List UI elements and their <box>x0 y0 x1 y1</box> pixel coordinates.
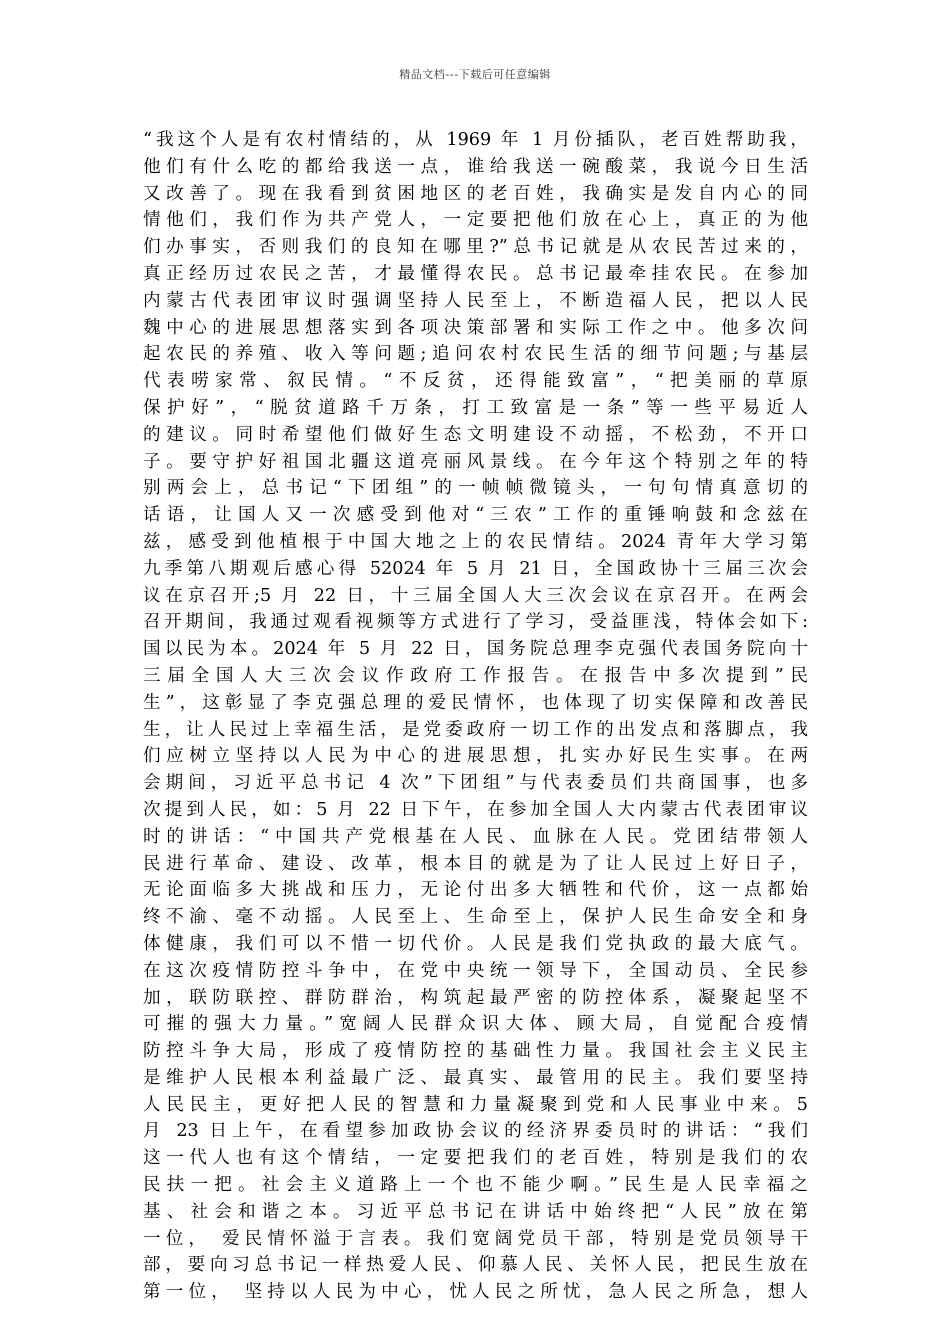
text-line: 体健康，我们可以不惜一切代价。人民是我们党执政的最大底气。 <box>143 933 808 954</box>
text-line: 是维护人民根本利益最广泛、最真实、最管用的民主。我们要坚持 <box>143 1067 808 1088</box>
text-line: 国以民为本。2024 年 5 月 22 日，国务院总理李克强代表国务院向十 <box>143 639 808 660</box>
text-line: 加，联防联控、群防群治，构筑起最严密的防控体系，凝聚起坚不 <box>143 987 808 1008</box>
page-header: 精品文档---下载后可任意编辑 <box>399 68 551 81</box>
text-line: 月 23 日上午，在看望参加政协会议的经济界委员时的讲话：“我们 <box>143 1121 808 1142</box>
text-line: 生”，这彰显了李克强总理的爱民情怀，也体现了切实保障和改善民 <box>143 692 808 713</box>
text-line: 民扶一把。社会主义道路上一个也不能少啊。”民生是人民幸福之 <box>143 1175 808 1196</box>
text-line: 人民民主，更好把人民的智慧和力量凝聚到党和人民事业中来。5 <box>143 1094 808 1115</box>
text-line: 第一位， 坚持以人民为中心，忧人民之所忧，急人民之所急，想人 <box>143 1282 808 1303</box>
text-line: 基、社会和谐之本。习近平总书记在讲话中始终把“人民”放在第 <box>143 1201 808 1222</box>
text-line: 会期间，习近平总书记 4 次”下团组”与代表委员们共商国事，也多 <box>143 773 808 794</box>
text-line: 起农民的养殖、收入等问题;追问农村农民生活的细节问题;与基层 <box>143 344 808 365</box>
text-line: 代表唠家常、叙民情。“不反贫，还得能致富”，“把美丽的草原 <box>143 371 808 392</box>
text-line: 终不渝、毫不动摇。人民至上、生命至上，保护人民生命安全和身 <box>143 907 808 928</box>
text-line: 情他们，我们作为共产党人，一定要把他们放在心上，真正的为他 <box>143 210 808 231</box>
text-line: 生，让人民过上幸福生活，是党委政府一切工作的出发点和落脚点，我 <box>143 719 808 740</box>
text-line: 兹，感受到他植根于中国大地之上的农民情结。2024 青年大学习第 <box>143 531 808 552</box>
text-line: 这一代人也有这个情结，一定要把我们的老百姓，特别是我们的农 <box>143 1148 808 1169</box>
text-line: 内蒙古代表团审议时强调坚持人民至上，不断造福人民，把以人民 <box>143 290 808 311</box>
text-line: 子。要守护好祖国北疆这道亮丽风景线。在今年这个特别之年的特 <box>143 451 808 472</box>
text-line: “我这个人是有农村情结的，从 1969 年 1 月份插队，老百姓帮助我， <box>143 130 808 150</box>
text-line: 部，要向习总书记一样热爱人民、仰慕人民、关怀人民，把民生放在 <box>143 1255 808 1276</box>
text-line: 民进行革命、建设、改革，根本目的就是为了让人民过上好日子， <box>143 853 808 874</box>
text-line: 无论面临多大挑战和压力，无论付出多大牺牲和代价，这一点都始 <box>143 880 808 901</box>
text-line: 在这次疫情防控斗争中，在党中央统一领导下，全国动员、全民参 <box>143 960 808 981</box>
text-line: 九季第八期观后感心得 52024 年 5 月 21 日，全国政协十三届三次会 <box>143 558 808 579</box>
text-line: 他们有什么吃的都给我送一点，谁给我送一碗酸菜，我说今日生活 <box>143 156 808 177</box>
text-line: 时的讲话：“中国共产党根基在人民、血脉在人民。党团结带领人 <box>143 826 808 847</box>
text-line: 保护好”，“脱贫道路千万条，打工致富是一条”等一些平易近人 <box>143 397 808 418</box>
document-body <box>143 127 808 1306</box>
text-line: 魏中心的进展思想落实到各项决策部署和实际工作之中。他多次问 <box>143 317 808 338</box>
text-line: 别两会上，总书记“下团组”的一帧帧微镜头，一句句情真意切的 <box>143 478 808 499</box>
text-line: 一位， 爱民情怀溢于言表。我们宽阔党员干部，特别是党员领导干 <box>143 1228 808 1249</box>
text-line: 们办事实，否则我们的良知在哪里?”总书记就是从农民苦过来的， <box>143 237 808 258</box>
text-line: 话语，让国人又一次感受到他对“三农”工作的重锤响鼓和念兹在 <box>143 505 808 526</box>
text-line: 召开期间，我通过观看视频等方式进行了学习，受益匪浅，特体会如下: <box>143 612 808 633</box>
text-line: 三届全国人大三次会议作政府工作报告。在报告中多次提到”民 <box>143 665 808 686</box>
text-line: 议在京召开;5 月 22 日，十三届全国人大三次会议在京召开。在两会 <box>143 585 808 606</box>
text-line: 可摧的强大力量。”宽阔人民群众识大体、顾大局，自觉配合疫情 <box>143 1014 808 1035</box>
text-line: 们应树立坚持以人民为中心的进展思想，扎实办好民生实事。在两 <box>143 746 808 767</box>
text-line: 防控斗争大局，形成了疫情防控的基础性力量。我国社会主义民主 <box>143 1041 808 1062</box>
text-line: 又改善了。现在我看到贫困地区的老百姓，我确实是发自内心的同 <box>143 183 808 204</box>
text-line: 真正经历过农民之苦，才最懂得农民。总书记最牵挂农民。在参加 <box>143 263 808 284</box>
text-line: 次提到人民，如：5 月 22 日下午，在参加全国人大内蒙古代表团审议 <box>143 799 808 820</box>
text-line: 的建议。同时希望他们做好生态文明建设不动摇，不松劲，不开口 <box>143 424 808 445</box>
